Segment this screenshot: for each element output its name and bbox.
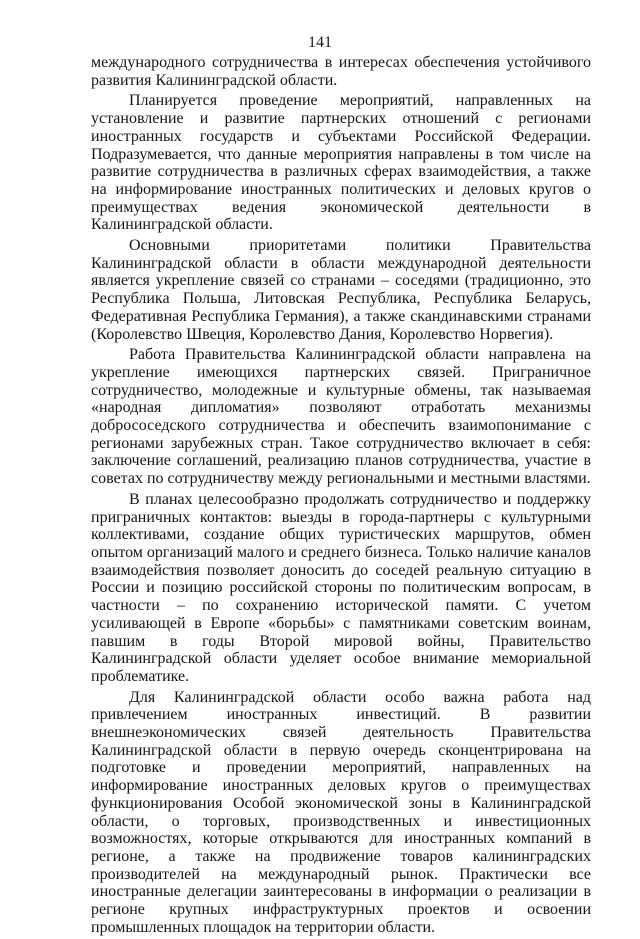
paragraph-priorities: Основными приоритетами политики Правительства Калининградской области в области международной деятельности является укрепление связей со странами – соседями (традиционно, это Республика Польша, Литовская Республика, Республика Беларусь, Федеративная Республика Германия), а также скандинавскими странами (Королевство Швеция, Королевство Дания, Королевство Норвегия). [91,237,591,343]
paragraph-cross-border-plans: В планах целесообразно продолжать сотрудничество и поддержку приграничных контактов: выезды в города-партнеры с культурными коллективами, создание общих туристических маршрутов, обмен опытом организаций малого и среднего бизнеса. Только наличие каналов взаимодействия позволяет доносить до соседей реальную ситуацию в России и позицию российской стороны по политическим вопросам, в частности – по сохранению исторической памяти. С учетом усиливающей в Европе «борьбы» с памятниками советским воинам, павшим в годы Второй мировой войны, Правительство Калининградской области уделяет особое внимание мемориальной проблематике. [91,490,591,685]
page-number: 141 [308,34,332,51]
paragraph-1-continuation: международного сотрудничества в интересах обеспечения устойчивого развития Калининградской области. [91,54,591,89]
paragraph-planned-events: Планируется проведение мероприятий, направленных на установление и развитие партнерских отношений с регионами иностранных государств и субъектами Российской Федерации. Подразумевается, что данные мероприятия направлены в том числе на развитие сотрудничества в различных сферах взаимодействия, а также на информирование иностранных политических и деловых кругов о преимуществах ведения экономической деятельности в Калининградской области. [91,92,591,234]
page-body [91,54,591,939]
paragraph-foreign-investment: Для Калининградской области особо важна работа над привлечением иностранных инвестиций. В развитии внешнеэкономических связей деятельность Правительства Калининградской области в первую очередь сконцентрирована на подготовке и проведении мероприятий, направленных на информирование иностранных деловых кругов о преимуществах функционирования Особой экономической зоны в Калининградской области, о торговых, производственных и инвестиционных возможностях, которые открываются для иностранных компаний в регионе, а также на продвижение товаров калининградских производителей на международный рынок. Практически все иностранные делегации заинтересованы в информации о реализации в регионе крупных инфраструктурных проектов и освоении промышленных площадок на территории области. [91,688,591,936]
paragraph-partnership-work: Работа Правительства Калининградской области направлена на укрепление имеющихся партнерских связей. Приграничное сотрудничество, молодежные и культурные обмены, так называемая «народная дипломатия» позволяют отработать механизмы добрососедского сотрудничества и обеспечить взаимопонимание с регионами зарубежных стран. Такое сотрудничество включает в себя: заключение соглашений, реализацию планов сотрудничества, участие в советах по сотрудничеству между региональными и местными властями. [91,346,591,488]
